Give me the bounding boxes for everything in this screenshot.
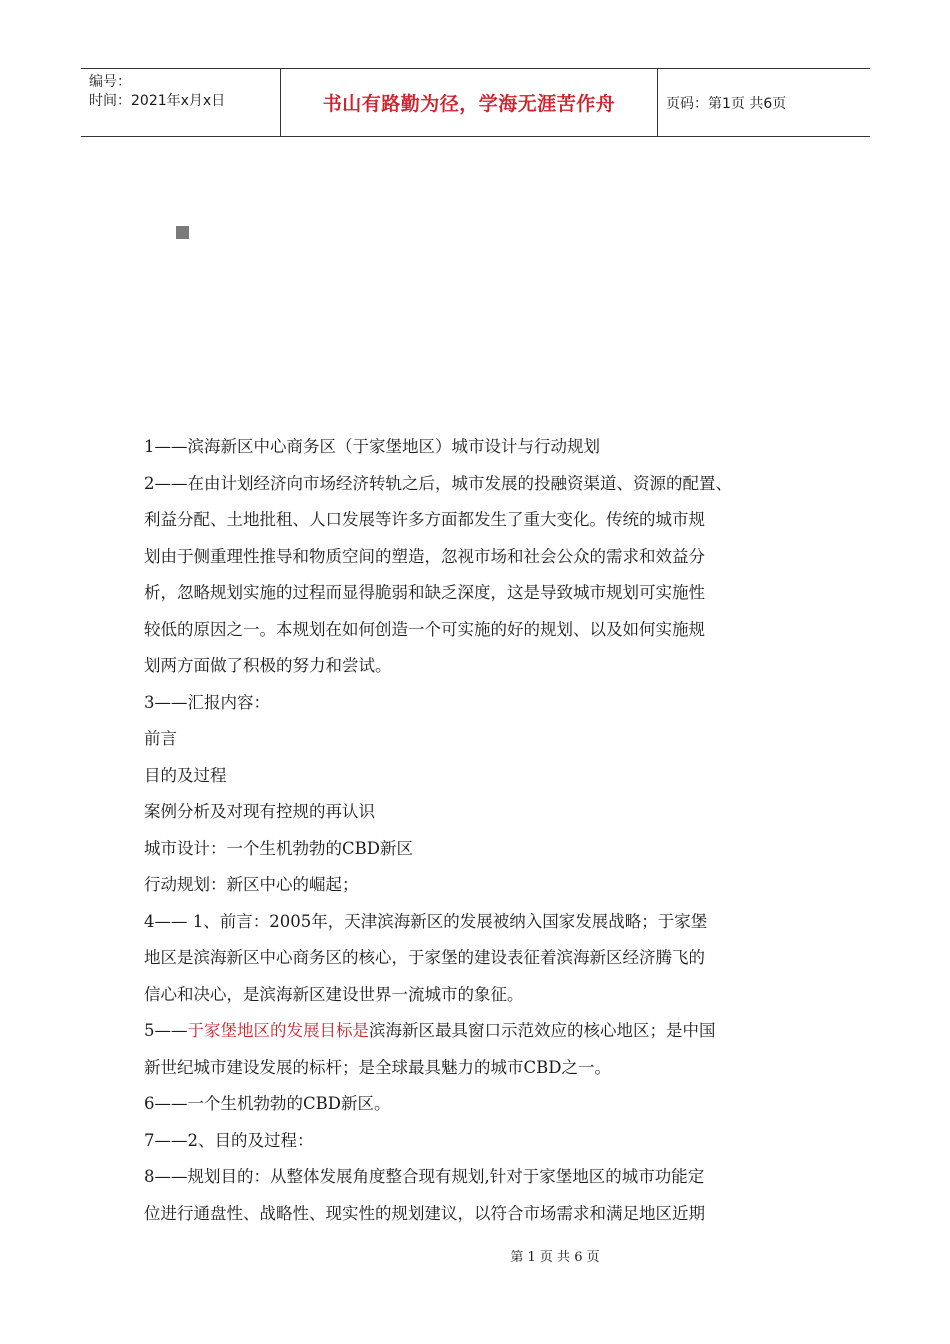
body-line: 案例分析及对现有控规的再认识	[144, 802, 375, 821]
header-page-info: 页码：第1页 共6页	[666, 95, 787, 112]
body-line: 3——汇报内容：	[144, 692, 270, 712]
body-line: 新世纪城市建设发展的标杆；是全球最具魅力的城市CBD之一。	[144, 1057, 611, 1077]
body-line: 8——规划目的：从整体发展角度整合现有规划,针对于家堡地区的城市功能定	[144, 1167, 705, 1186]
body-line: 6——一个生机勃勃的CBD新区。	[144, 1094, 391, 1113]
header-motto: 书山有路勤为径，学海无涯苦作舟	[281, 69, 658, 136]
body-line: 划两方面做了积极的努力和尝试。	[144, 656, 392, 675]
document-body	[144, 429, 812, 1232]
header-meta	[81, 69, 281, 136]
body-line: 划由于侧重理性推导和物质空间的塑造，忽视市场和社会公众的需求和效益分	[144, 546, 705, 566]
page-footer: 第 1 页 共 6 页	[510, 1250, 600, 1265]
body-line: 较低的原因之一。本规划在如何创造一个可实施的好的规划、以及如何实施规	[144, 619, 705, 639]
body-line: 利益分配、土地批租、人口发展等许多方面都发生了重大变化。传统的城市规	[144, 510, 705, 529]
body-line: 析，忽略规划实施的过程而显得脆弱和缺乏深度，这是导致城市规划可实施性	[144, 583, 705, 602]
image-placeholder-icon	[176, 226, 189, 239]
body-line: 城市设计：一个生机勃勃的CBD新区	[144, 838, 413, 858]
body-line: 2——在由计划经济向市场经济转轨之后，城市发展的投融资渠道、资源的配置、	[144, 473, 732, 493]
date-label: 时间：2021年x月x日	[89, 93, 226, 109]
body-line: 前言	[144, 729, 177, 748]
body-line: 地区是滨海新区中心商务区的核心，于家堡的建设表征着滨海新区经济腾飞的	[144, 948, 705, 967]
body-line: 位进行通盘性、战略性、现实性的规划建议，以符合市场需求和满足地区近期	[144, 1203, 705, 1223]
body-line: 4—— 1、前言：2005年，天津滨海新区的发展被纳入国家发展战略；于家堡	[144, 911, 708, 931]
number-label: 编号：	[89, 74, 131, 90]
body-line: 行动规划：新区中心的崛起；	[144, 875, 359, 894]
page-header	[81, 68, 870, 137]
body-line: 1——滨海新区中心商务区（于家堡地区）城市设计与行动规划	[144, 437, 600, 456]
line5-highlight: 于家堡地区的发展目标是	[187, 1021, 369, 1040]
line5-prefix: 5——	[144, 1021, 188, 1040]
body-line: 7——2、目的及过程：	[144, 1130, 314, 1150]
line5-rest: 滨海新区最具窗口示范效应的核心地区；是中国	[369, 1021, 716, 1040]
body-line: 目的及过程	[144, 765, 227, 785]
body-line: 信心和决心，是滨海新区建设世界一流城市的象征。	[144, 984, 524, 1004]
body-line-5	[144, 1013, 812, 1050]
